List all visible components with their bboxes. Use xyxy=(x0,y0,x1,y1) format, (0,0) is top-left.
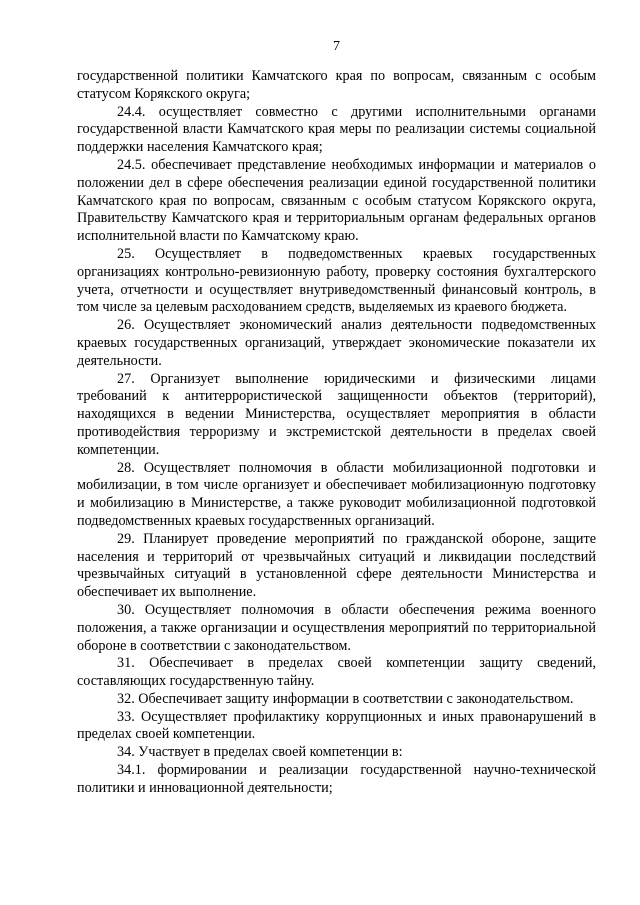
paragraph-continuation: государственной политики Камчатского края по вопросам, связанным с особым статусом Корякского округа; xyxy=(77,68,596,102)
paragraph-32: 32. Обеспечивает защиту информации в соответствии с законодательством. xyxy=(117,690,574,707)
paragraph-31: 31. Обеспечивает в пределах своей компетенции защиту сведений, составляющих государственную тайну. xyxy=(77,655,596,690)
paragraph-28: 28. Осуществляет полномочия в области мобилизационной подготовки и мобилизации, в том числе организует и обеспечивает мобилизационную подготовку и мобилизацию в Министерстве, а также руководит мобилизационной подготовкой подведомственных краевых государственных организаций. xyxy=(77,459,596,529)
paragraph-27: 27. Организует выполнение юридическими и физическими лицами требований к антитеррористической защищенности объектов (территорий), находящихся в ведении Министерства, осуществляет мероприятия в области противодействия терроризму и экстремистской деятельности в пределах своей компетенции. xyxy=(77,370,596,458)
paragraph-26: 26. Осуществляет экономический анализ деятельности подведомственных краевых государственных организаций, утверждает экономические показатели их деятельности. xyxy=(77,317,596,369)
paragraph-24-4: 24.4. осуществляет совместно с другими исполнительными органами государственной власти Камчатского края меры по реализации системы социальной поддержки населения Камчатского края; xyxy=(77,103,596,156)
paragraph-30: 30. Осуществляет полномочия в области обеспечения режима военного положения, а также организации и осуществления мероприятий по территориальной обороне в соответствии с законодательством. xyxy=(77,601,596,654)
paragraph-34: 34. Участвует в пределах своей компетенции в: xyxy=(117,744,403,761)
page-number: 7 xyxy=(333,39,340,54)
paragraph-33: 33. Осуществляет профилактику коррупционных и иных правонарушений в пределах своей компетенции. xyxy=(77,708,596,743)
document-page xyxy=(77,38,596,798)
document-body xyxy=(77,68,596,798)
paragraph-29: 29. Планирует проведение мероприятий по гражданской обороне, защите населения и территорий от чрезвычайных ситуаций и ликвидации последствий чрезвычайных ситуаций в установленной сфере деятельности Министерства и обеспечивает их выполнение. xyxy=(77,530,596,601)
paragraph-34-1: 34.1. формировании и реализации государственной научно-технической политики и инновационной деятельности; xyxy=(77,762,596,796)
paragraph-25: 25. Осуществляет в подведомственных краевых государственных организациях контрольно-ревизионную работу, проверку состояния бухгалтерского учета, отчетности и осуществляет внутриведомственный финансовый контроль, в том числе за целевым расходованием средств, выделяемых из краевого бюджета. xyxy=(77,245,596,316)
paragraph-24-5: 24.5. обеспечивает представление необходимых информации и материалов о положении дел в сфере обеспечения реализации единой государственной политики Камчатского края по вопросам, связанным с особым статусом Корякского округа, Правительству Камчатского края и территориальным органам федеральных органов исполнительной власти по Камчатскому краю. xyxy=(77,156,596,245)
